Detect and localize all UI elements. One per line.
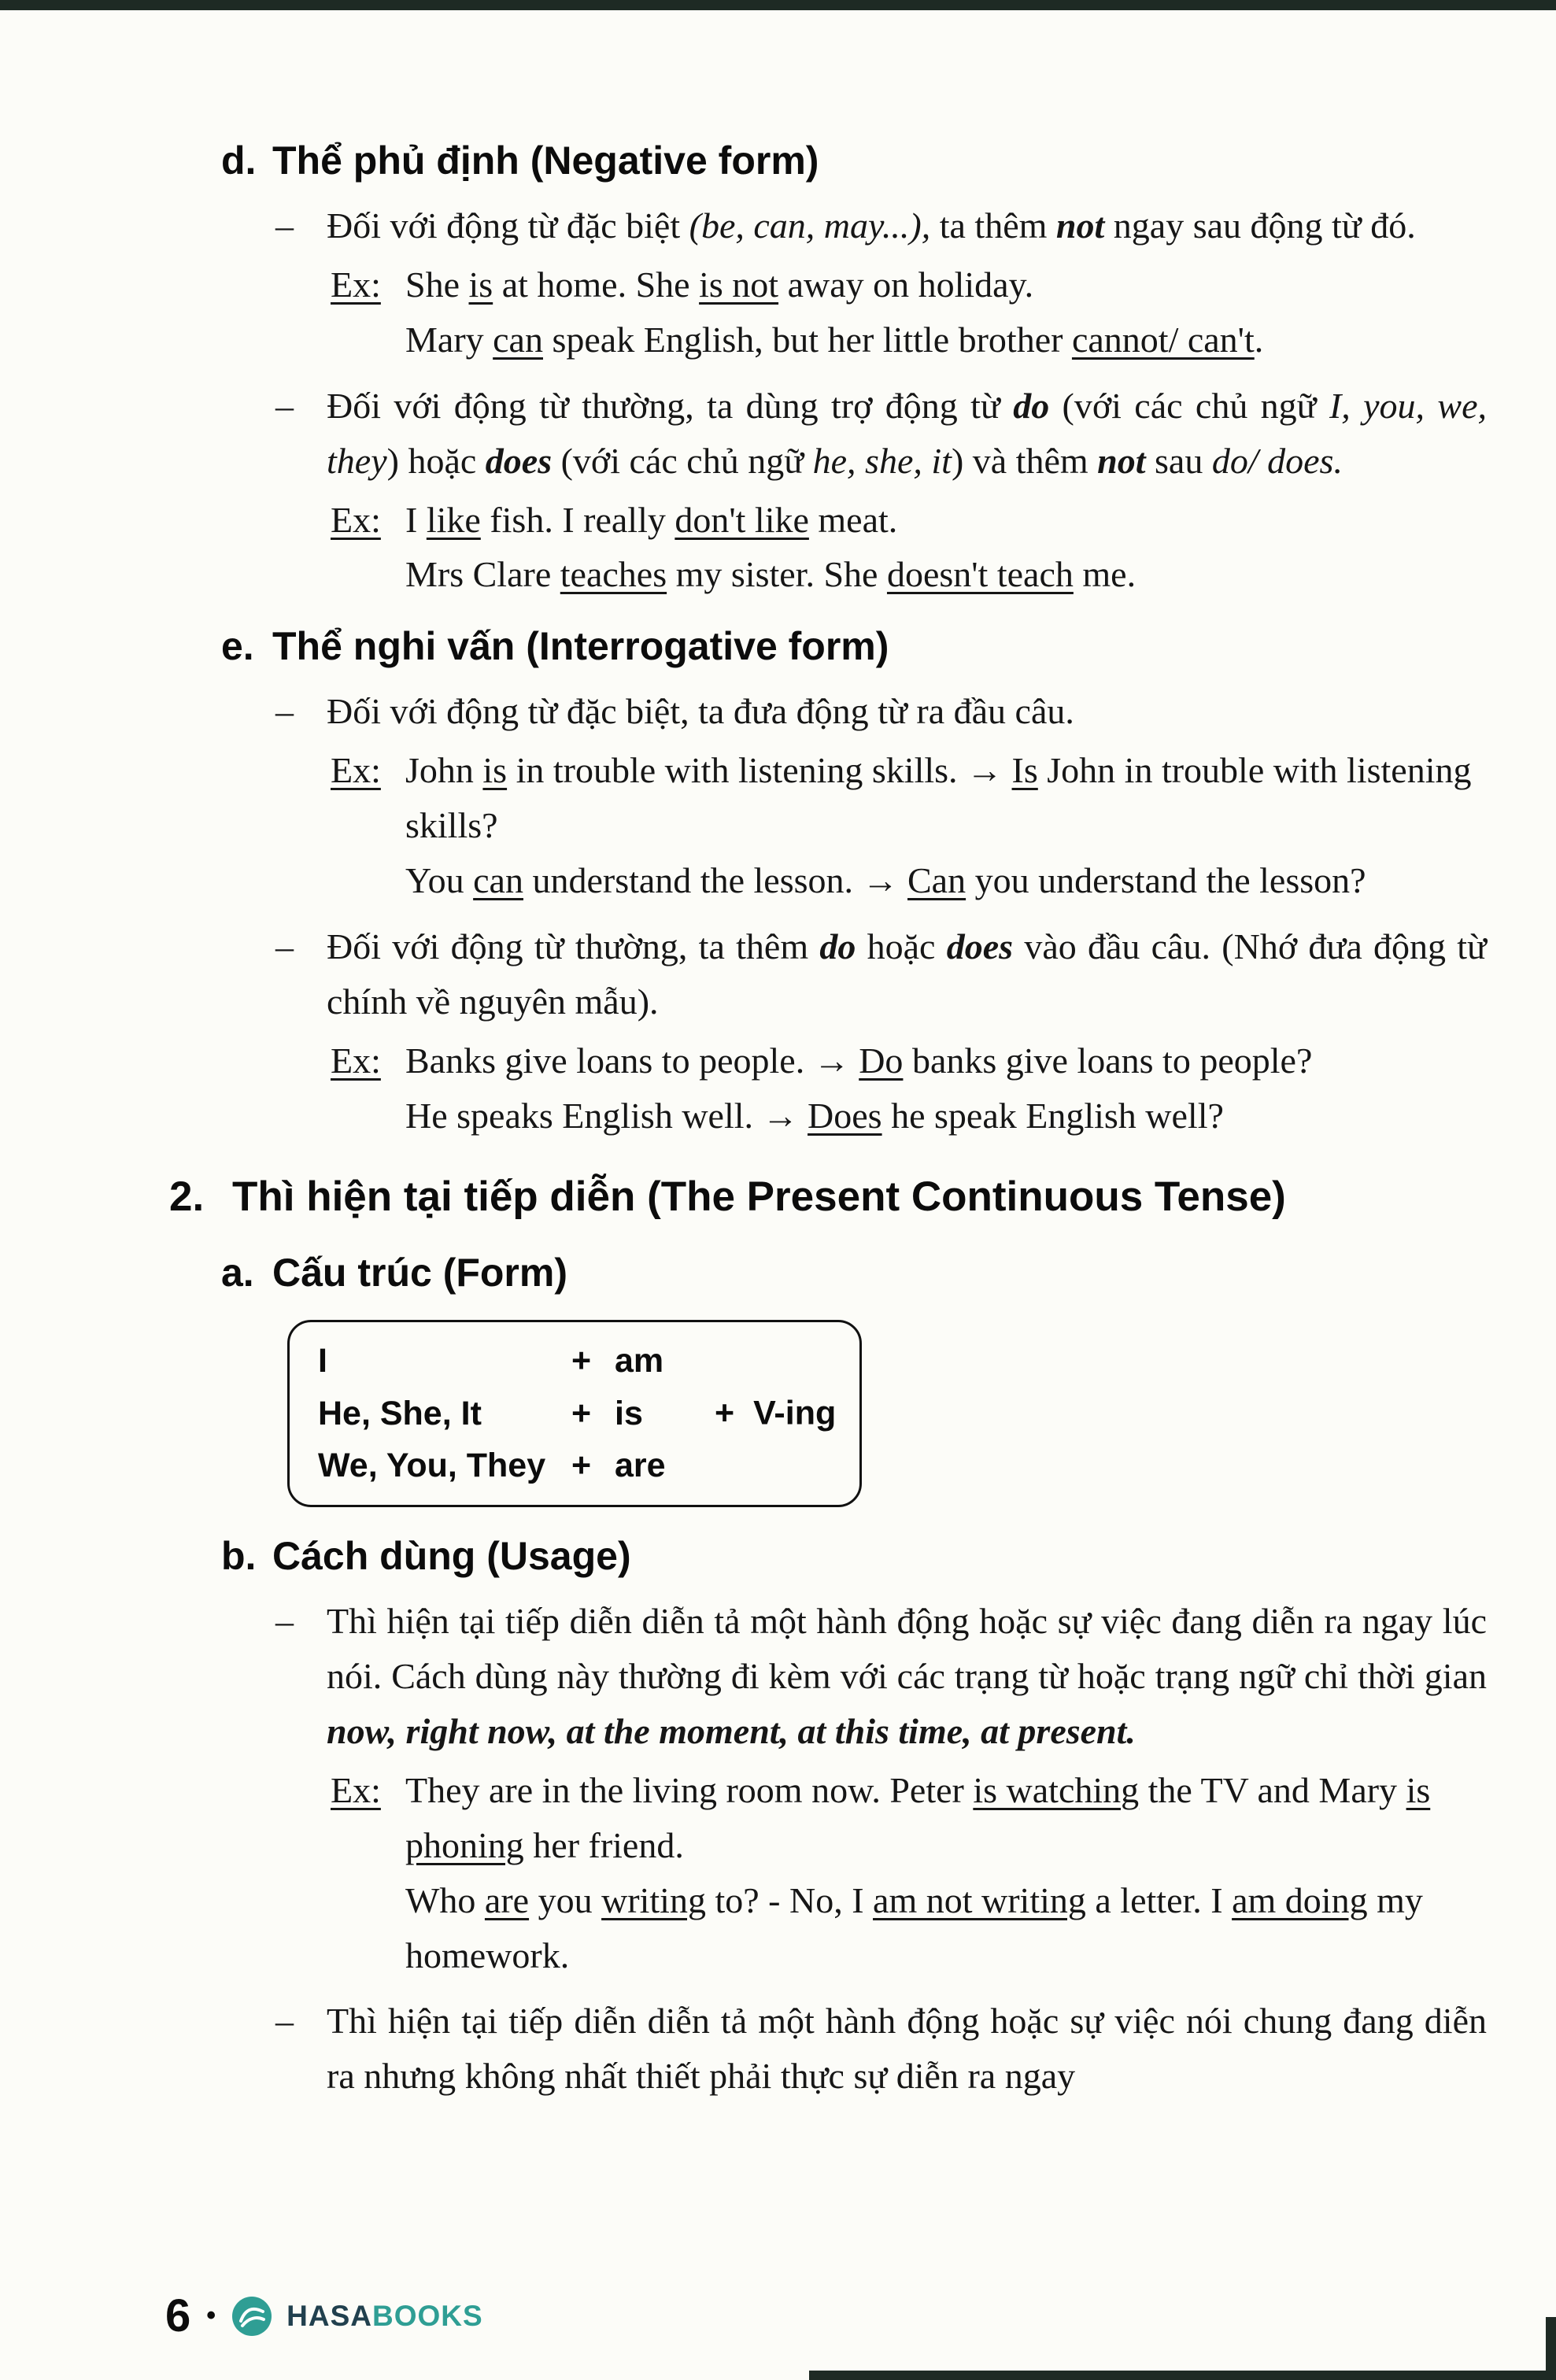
form-ving-plus: + (715, 1394, 735, 1432)
text-segment: ta thêm (930, 205, 1056, 246)
text-segment: I (405, 499, 427, 540)
text-segment: do (819, 926, 856, 966)
scan-edge-corner (1546, 2317, 1556, 2380)
heading-label: 2. (169, 1173, 205, 1220)
text-segment: John (405, 750, 483, 791)
bullet-dash: – (275, 926, 294, 966)
heading-label: b. (221, 1534, 257, 1579)
rule-ordinary-verbs-question (275, 919, 1487, 1029)
bullet-text (327, 1994, 1487, 2104)
text-segment: the TV and Mary (1139, 1769, 1406, 1810)
rule-usage-now (275, 1594, 1487, 1759)
heading-text: Cách dùng (Usage) (272, 1534, 631, 1579)
page-number: 6 (165, 2290, 191, 2341)
text-segment: Mary (405, 319, 493, 360)
bullet-text (327, 379, 1487, 489)
heading-present-continuous (169, 1166, 1487, 1229)
text-segment: Can (907, 860, 966, 901)
text-segment: speak English, but her little brother (542, 319, 1072, 360)
heading-label: d. (221, 139, 257, 183)
example-line (405, 547, 1487, 602)
heading-text: Thể nghi vấn (Interrogative form) (272, 624, 889, 669)
text-segment: Đối với động từ thường, ta thêm (327, 926, 820, 966)
text-segment: does (946, 926, 1014, 966)
example-special-verbs-question (331, 743, 1487, 908)
text-segment: Đối với động từ thường, ta dùng trợ động từ (327, 385, 1014, 426)
text-segment: Thì hiện tại tiếp diễn diễn tả một hành động hoặc sự việc nói chung đang diễn ra nhưng không nhất thiết phải thực sự diễn ra ngay (327, 2001, 1487, 2097)
example-label: Ex: (331, 1769, 381, 1810)
example-line (405, 312, 1487, 368)
example-line (405, 1763, 1487, 1873)
example-line (405, 743, 1487, 853)
text-segment: my homework. (405, 1879, 1423, 1975)
text-segment: can (473, 860, 523, 901)
text-segment: Thì hiện tại tiếp diễn diễn tả một hành động hoặc sự việc đang diễn ra ngay lúc nói. Cách dùng này thường đi kèm với các trạng từ hoặc trạng ngữ chỉ thời gian (327, 1601, 1487, 1696)
text-segment: You (405, 860, 474, 901)
hasabooks-logo-icon (231, 2296, 272, 2337)
text-segment: does (485, 440, 553, 481)
text-segment: to? - No, I (705, 1879, 874, 1920)
footer-separator: • (206, 2301, 216, 2330)
text-segment: is phoning (405, 1769, 1431, 1865)
text-segment: ngay sau động từ đó. (1104, 205, 1416, 246)
text-segment: you (529, 1879, 602, 1920)
text-segment: is (468, 264, 493, 305)
heading-interrogative-form (221, 616, 1487, 676)
text-segment: Who (405, 1879, 485, 1920)
text-segment: Is (1011, 750, 1038, 791)
rule-ordinary-verbs-negative (275, 379, 1487, 489)
heading-text: Thì hiện tại tiếp diễn (The Present Continuous Tense) (232, 1173, 1286, 1220)
text-segment: is (482, 750, 508, 791)
example-line (405, 1088, 1487, 1144)
bullet-text (327, 919, 1487, 1029)
text-segment: Does (808, 1095, 882, 1136)
example-line (405, 1873, 1487, 1983)
text-segment: a letter. I (1085, 1879, 1233, 1920)
text-segment: am doing (1232, 1879, 1368, 1920)
form-plus: + (571, 1342, 592, 1380)
text-segment: me. (1073, 554, 1137, 595)
text-segment: my sister. She (667, 554, 887, 595)
example-line (405, 1033, 1487, 1088)
rule-special-verbs-question (275, 684, 1487, 739)
text-segment: not (1097, 440, 1146, 481)
text-segment: sau (1145, 440, 1212, 481)
bullet-dash: – (275, 691, 294, 732)
text-segment: teaches (560, 554, 667, 595)
text-segment: he, she, it (812, 440, 952, 481)
example-ordinary-verbs-question (331, 1033, 1487, 1144)
bullet-text (327, 684, 1487, 739)
bullet-text (327, 198, 1487, 253)
text-segment: (với các chủ ngữ (552, 440, 813, 481)
example-label: Ex: (331, 264, 381, 305)
example-ordinary-verbs-negative (331, 493, 1487, 603)
text-segment: can (493, 319, 543, 360)
heading-label: e. (221, 624, 254, 669)
text-segment: not (1055, 205, 1105, 246)
text-segment: is watching (973, 1769, 1140, 1810)
text-segment: at home. She (493, 264, 700, 305)
heading-usage (221, 1526, 1487, 1586)
text-segment: (be, can, may...), (689, 205, 931, 246)
text-segment: now, right now, at the moment, at this time, at present. (327, 1710, 1136, 1751)
text-segment: Mrs Clare (405, 554, 560, 595)
example-usage-now (331, 1763, 1487, 1983)
form-verb: are (615, 1447, 666, 1485)
bullet-text (327, 1594, 1487, 1759)
form-ving-group (715, 1388, 836, 1440)
example-label: Ex: (331, 750, 381, 791)
bullet-dash: – (275, 1601, 294, 1642)
example-special-verbs-negative (331, 257, 1487, 368)
text-segment: They are in the living room now. Peter (405, 1769, 974, 1810)
form-verb: is (615, 1394, 643, 1432)
example-line (405, 493, 1487, 548)
text-segment: ) hoặc (386, 440, 486, 481)
bullet-dash: – (275, 205, 294, 246)
text-segment: Đối với động từ đặc biệt (327, 205, 689, 246)
text-segment: is not (699, 264, 779, 305)
brand-name (286, 2300, 483, 2333)
text-segment: you understand the lesson? (966, 860, 1366, 901)
present-continuous-form-box (287, 1320, 862, 1507)
text-segment: cannot/ can't (1071, 319, 1255, 360)
form-plus: + (571, 1394, 592, 1432)
text-segment: away on holiday. (778, 264, 1034, 305)
text-segment: He speaks English well. → (405, 1095, 808, 1136)
example-label: Ex: (331, 1040, 381, 1081)
example-line (405, 257, 1487, 312)
example-label: Ex: (331, 499, 381, 540)
text-segment: John in trouble with listening skills? (405, 750, 1472, 846)
text-segment: understand the lesson. → (523, 860, 907, 901)
text-segment: hoặc (856, 926, 947, 966)
form-plus: + (571, 1447, 592, 1485)
text-segment: banks give loans to people? (903, 1040, 1313, 1081)
form-subject: I (318, 1342, 327, 1380)
text-segment: . (1254, 319, 1264, 360)
form-box-row (318, 1439, 859, 1492)
example-line (405, 853, 1487, 908)
text-segment: Do (859, 1040, 904, 1081)
page-footer (165, 2289, 483, 2342)
text-segment: ) và thêm (951, 440, 1098, 481)
text-segment: like (426, 499, 481, 540)
text-segment: am not writing (873, 1879, 1086, 1920)
form-subject: We, You, They (318, 1447, 546, 1485)
scan-edge-top (0, 0, 1556, 10)
brand-books: BOOKS (372, 2299, 483, 2332)
scan-edge-bottom (809, 2371, 1556, 2380)
text-segment: don't like (675, 499, 809, 540)
text-segment: in trouble with listening skills. → (507, 750, 1012, 791)
form-subject: He, She, It (318, 1394, 482, 1432)
text-segment: Banks give loans to people. → (405, 1040, 859, 1081)
form-box-row (318, 1335, 859, 1388)
text-segment: vào đầu câu. (Nhớ đưa động từ chính về nguyên mẫu). (327, 926, 1487, 1022)
text-segment: Đối với động từ đặc biệt, ta đưa động từ ra đầu câu. (327, 691, 1074, 732)
heading-label: a. (221, 1251, 254, 1295)
bullet-dash: – (275, 2001, 294, 2042)
text-segment: fish. I really (480, 499, 675, 540)
form-ving-label: V-ing (753, 1394, 837, 1432)
document-blocks (169, 116, 1487, 2108)
text-segment: writing (601, 1879, 706, 1920)
heading-text: Thể phủ định (Negative form) (272, 139, 819, 183)
text-segment: I, you, we, they (327, 385, 1488, 481)
text-segment: doesn't teach (886, 554, 1074, 595)
rule-special-verbs-not (275, 198, 1487, 253)
bullet-dash: – (275, 385, 294, 426)
text-segment: are (484, 1879, 530, 1920)
heading-text: Cấu trúc (Form) (272, 1251, 567, 1295)
text-segment: meat. (808, 499, 898, 540)
text-segment: (với các chủ ngữ (1049, 385, 1329, 426)
text-segment: do (1013, 385, 1050, 426)
text-segment: She (405, 264, 469, 305)
heading-negative-form (221, 131, 1487, 190)
text-segment: do/ does. (1211, 440, 1343, 481)
text-segment: her friend. (523, 1824, 684, 1865)
brand-hasa: HASA (286, 2299, 373, 2332)
text-segment: he speak English well? (881, 1095, 1224, 1136)
form-verb: am (615, 1342, 664, 1380)
heading-form (221, 1243, 1487, 1303)
rule-usage-general (275, 1994, 1487, 2104)
